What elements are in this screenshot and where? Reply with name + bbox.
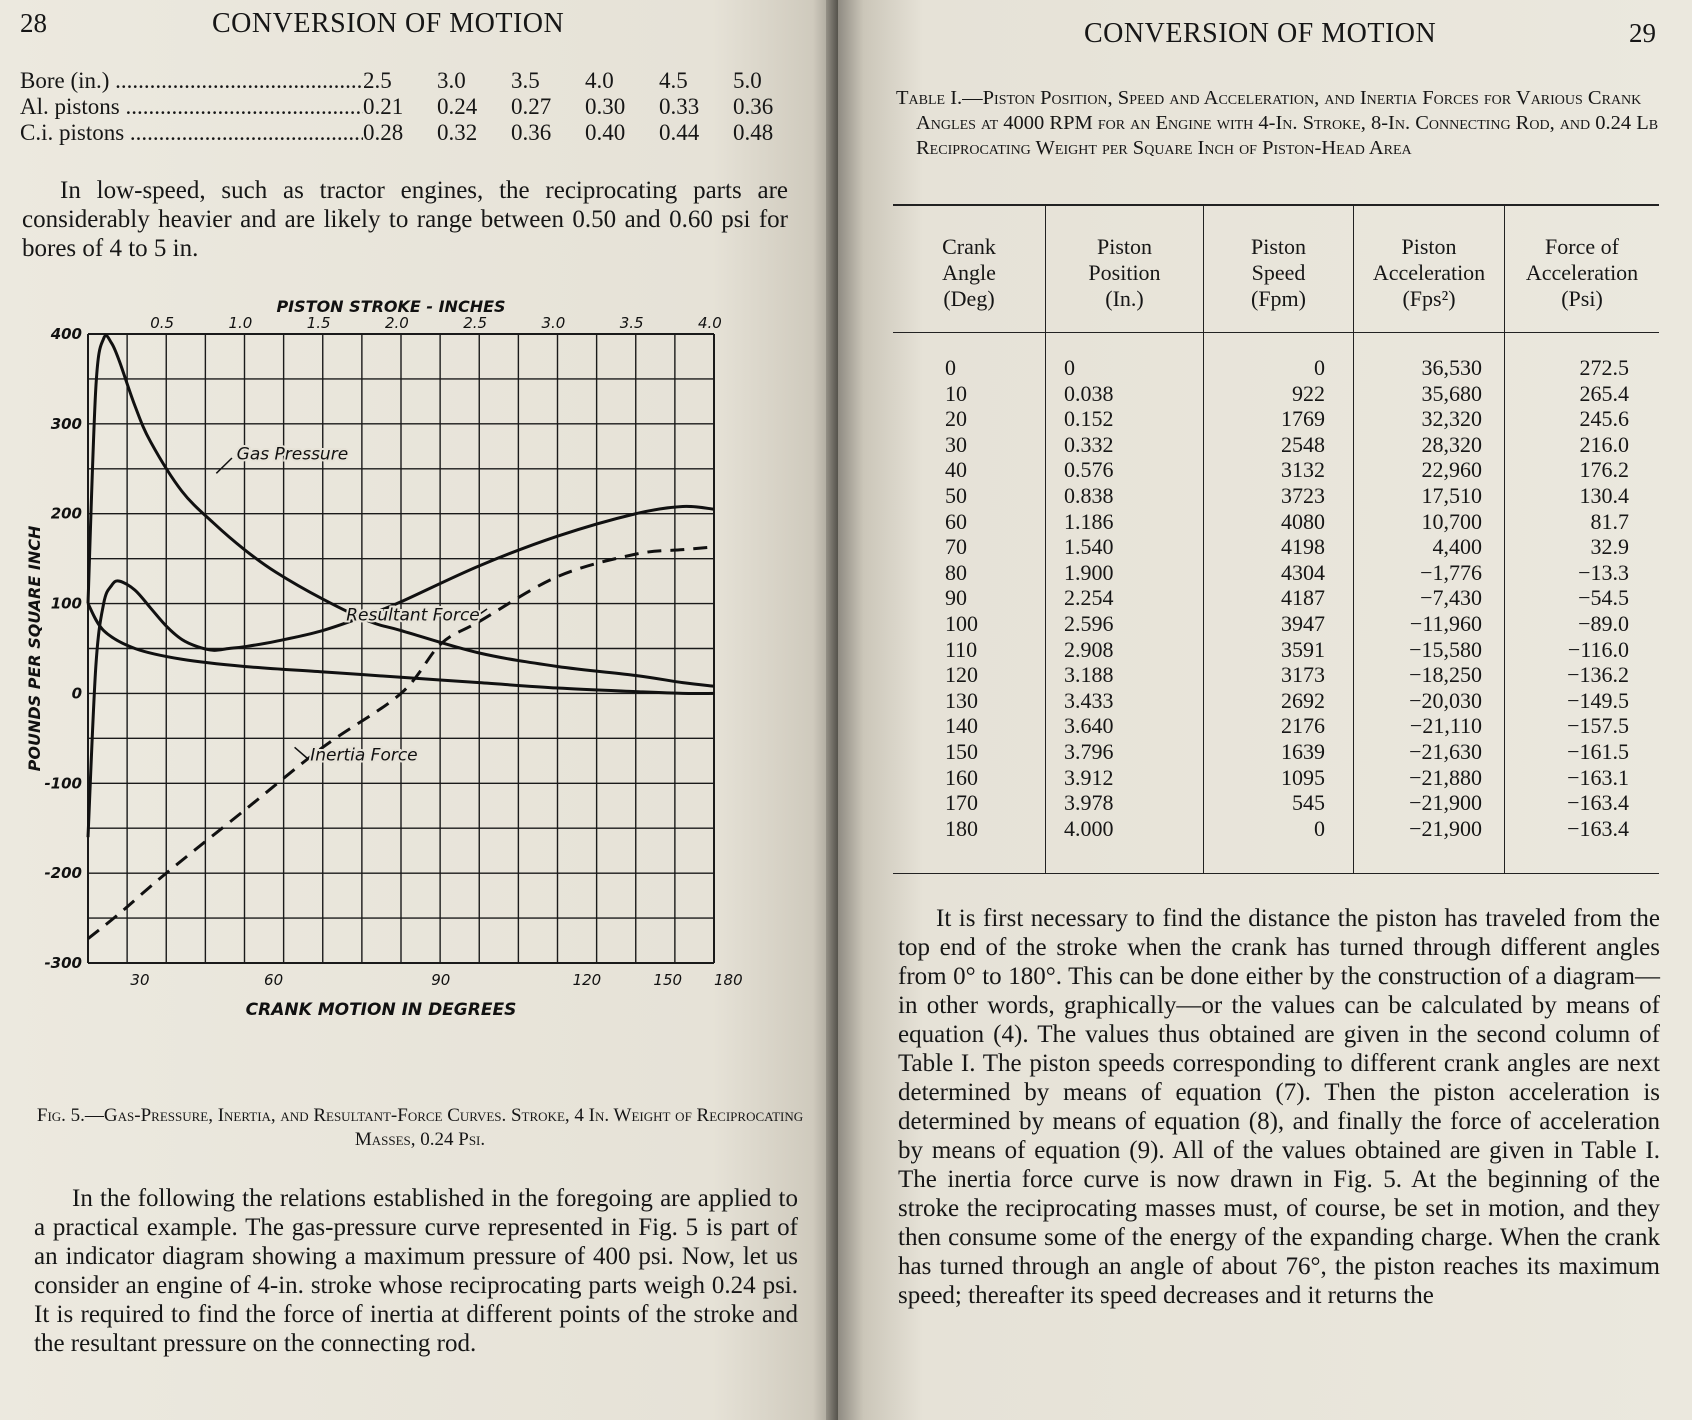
chart-labels [25, 300, 516, 1020]
table-cell: 0.038 [1064, 380, 1114, 406]
table-cell: 176.2 [1579, 457, 1629, 483]
y-tick-label: 300 [50, 414, 82, 433]
table-cell: 265.4 [1579, 380, 1629, 406]
table-cell: 3.640 [1064, 713, 1114, 739]
table-cell: 17,510 [1421, 482, 1482, 508]
figure-caption: Fig. 5.—Gas-Pressure, Inertia, and Resultant-Force Curves. Stroke, 4 In. Weight of Reciprocating Masses, 0.24 Psi. [36, 1105, 804, 1150]
cell: 0.30 [585, 94, 626, 119]
annotation-label: Resultant Force [346, 605, 480, 626]
x-tick-label: 30 [130, 971, 150, 989]
table-cell: 100 [945, 610, 978, 636]
body-paragraph: In the following the relations established in the foregoing are applied to a practical example. The gas-pressure curve represented in Fig. 5 is part of an indicator diagram showing a maximum pressure of 400 psi. Now, let us consider an engine of 4-in. stroke whose reciprocating parts weigh 0.24 psi. It is required to find the force of inertia at different points of the stroke and the resultant pressure on the connecting rod. [34, 1185, 798, 1357]
annotation-label: Inertia Force [310, 745, 418, 766]
cell: 4.5 [659, 68, 688, 93]
table-cell: 3723 [1281, 482, 1325, 508]
table-cell: 4080 [1281, 508, 1325, 534]
chart-grid [88, 334, 714, 963]
table-cell: 170 [945, 790, 978, 816]
top-axis-tick-label: 3.5 [619, 314, 644, 332]
cell: 0.36 [733, 94, 774, 119]
header-crank-angle: Crank Angle (Deg) [942, 234, 996, 311]
table-cell: 216.0 [1579, 431, 1629, 457]
table-cell: −7,430 [1420, 585, 1482, 611]
table-cell: −163.1 [1567, 764, 1629, 790]
table-cell: −21,630 [1409, 738, 1482, 764]
table-cell: 2.254 [1064, 585, 1114, 611]
top-axis-tick-label: 0.5 [150, 314, 175, 332]
top-axis-tick-label: 2.0 [385, 314, 409, 332]
table-cell: 36,530 [1421, 355, 1482, 380]
y-tick-label: -100 [44, 774, 82, 793]
table-cell: 2548 [1281, 431, 1325, 457]
table-cell: 2.596 [1064, 610, 1114, 636]
table-cell: 28,320 [1421, 431, 1482, 457]
table-cell: 1769 [1281, 406, 1325, 432]
top-axis-tick-label: 1.5 [306, 314, 331, 332]
table-cell: 150 [945, 738, 978, 764]
table-cell: 81.7 [1590, 508, 1629, 534]
cell: 0.33 [659, 94, 700, 119]
cell: 4.0 [585, 68, 614, 93]
table-cell: 4198 [1281, 534, 1325, 560]
table-cell: 245.6 [1579, 406, 1629, 432]
table-cell: 922 [1292, 380, 1325, 406]
table-cell: 130 [945, 687, 978, 713]
table-cell: 1.900 [1064, 559, 1114, 585]
table-cell: 1095 [1281, 764, 1325, 790]
table-cell: 80 [945, 559, 967, 585]
table-cell: 1.186 [1064, 508, 1114, 534]
y-tick-label: 100 [50, 594, 82, 613]
table-cell: −116.0 [1567, 636, 1629, 662]
column-piston-acceleration [1353, 333, 1504, 873]
cell: 0.21 [363, 94, 404, 119]
table-cell: 130.4 [1579, 482, 1629, 508]
top-axis-tick-label: 3.0 [541, 314, 566, 332]
table-cell: −54.5 [1578, 585, 1629, 611]
column-crank-angle [893, 333, 1045, 873]
cell: 0.27 [511, 94, 552, 119]
cell: 0.36 [511, 120, 552, 145]
column-force-of-acceleration [1504, 333, 1659, 873]
header-piston-position: Piston Position (In.) [1045, 206, 1203, 332]
table-cell: 0.332 [1064, 431, 1114, 457]
x-tick-label: 60 [264, 971, 284, 989]
table-cell: 10,700 [1421, 508, 1482, 534]
table-cell: 3.912 [1064, 764, 1114, 790]
table-cell: 3.433 [1064, 687, 1114, 713]
table-cell: 32.9 [1590, 534, 1629, 560]
cell: 3.0 [437, 68, 466, 93]
table-cell: −15,580 [1409, 636, 1482, 662]
table-body [893, 333, 1659, 874]
top-axis-tick-label: 2.5 [463, 314, 488, 332]
table-cell: 32,320 [1421, 406, 1482, 432]
x-tick-label: 120 [572, 971, 602, 989]
table-cell: −18,250 [1409, 662, 1482, 688]
table-cell: 0.838 [1064, 482, 1114, 508]
row-label: Bore (in.) ..... [20, 68, 363, 94]
row-label: C.i. pistons ..... [20, 120, 363, 146]
table-cell: 3947 [1281, 610, 1325, 636]
header-force-of-acceleration: Force of Acceleration (Psi) [1504, 206, 1659, 332]
table-cell: 0 [1314, 815, 1325, 841]
figure-5-chart [22, 300, 792, 1100]
header-piston-speed: Piston Speed (Fpm) [1203, 206, 1353, 332]
cell: 0.40 [585, 120, 626, 145]
table-cell: 35,680 [1421, 380, 1482, 406]
bore-row [20, 120, 807, 146]
page-number: 28 [20, 8, 47, 38]
y-tick-label: 400 [50, 325, 82, 343]
body-paragraph: It is first necessary to find the distance the piston has traveled from the top end of the stroke when the crank has turned through different angles from 0° to 180°. This can be done either by the construction of a diagram—in other words, graphically—or the values can be calculated by means of equation (4). The values thus obtained are given in the second column of Table I. The piston speeds corresponding to different crank angles are next determined by means of equation (7). Then the piston acceleration is determined by means of equation (8), and finally the force of acceleration by means of equation (9). All of the values obtained are given in Table I. The inertia force curve is now drawn in Fig. 5. At the beginning of the stroke the reciprocating masses must, of course, be set in motion, and they then consume some of the energy of the expanding charge. When the crank has turned through an angle of about 76°, the piston reaches its maximum speed; thereafter its speed decreases and it returns the [898, 905, 1660, 1309]
bore-row [20, 68, 807, 94]
annotation-leader [295, 747, 308, 758]
chart-title: PISTON STROKE - INCHES [276, 300, 506, 316]
cell: 5.0 [733, 68, 762, 93]
table-cell: 90 [945, 585, 967, 611]
column-piston-position [1045, 333, 1203, 873]
table-cell: −21,900 [1409, 790, 1482, 816]
table-cell: 4.000 [1064, 815, 1114, 841]
body-paragraph: In low-speed, such as tractor engines, the reciprocating parts are considerably heavier and are likely to range between 0.50 and 0.60 psi for bores of 4 to 5 in. [22, 177, 788, 262]
annotation-leader [479, 609, 487, 614]
bore-row [20, 94, 807, 120]
table-cell: 2.908 [1064, 636, 1114, 662]
table-cell: 3173 [1281, 662, 1325, 688]
table-cell: 160 [945, 764, 978, 790]
table-cell: −157.5 [1567, 713, 1629, 739]
table-cell: 120 [945, 662, 978, 688]
table-cell: 0.576 [1064, 457, 1114, 483]
table-cell: 4304 [1281, 559, 1325, 585]
table-cell: 60 [945, 508, 967, 534]
table-cell: 3.796 [1064, 738, 1114, 764]
header-piston-acceleration: Piston Acceleration (Fps²) [1353, 206, 1504, 332]
table-cell: 30 [945, 431, 967, 457]
table-cell: −11,960 [1409, 610, 1482, 636]
table-cell: 140 [945, 713, 978, 739]
table-cell: −163.4 [1567, 815, 1629, 841]
table-cell: 180 [945, 815, 978, 841]
cell: 0.48 [733, 120, 774, 145]
x-tick-label: 90 [431, 971, 451, 989]
running-head: CONVERSION OF MOTION [1084, 18, 1437, 49]
table-cell: 272.5 [1579, 355, 1629, 380]
table-cell: 0 [945, 355, 956, 380]
page-number: 29 [1629, 18, 1656, 48]
table-cell: −149.5 [1567, 687, 1629, 713]
table-cell: 10 [945, 380, 967, 406]
table-cell: 3.188 [1064, 662, 1114, 688]
bore-table [20, 68, 807, 146]
table-cell: 2692 [1281, 687, 1325, 713]
table-cell: 70 [945, 534, 967, 560]
top-axis-tick-label: 1.0 [228, 314, 253, 332]
table-cell: 3591 [1281, 636, 1325, 662]
table-cell: 3.978 [1064, 790, 1114, 816]
y-axis-label: POUNDS PER SQUARE INCH [25, 525, 44, 772]
cell: 2.5 [363, 68, 392, 93]
y-tick-label: 0 [71, 684, 82, 703]
cell: 0.28 [363, 120, 404, 145]
table-cell: 545 [1292, 790, 1325, 816]
table-1 [893, 204, 1659, 874]
table-cell: 22,960 [1421, 457, 1482, 483]
table-header [893, 206, 1659, 333]
x-tick-label: 150 [653, 971, 683, 989]
table-cell: 0 [1314, 355, 1325, 380]
table-cell: 0.152 [1064, 406, 1114, 432]
cell: 0.24 [437, 94, 478, 119]
column-piston-speed [1203, 333, 1353, 873]
table-cell: −21,110 [1409, 713, 1482, 739]
table-cell: −163.4 [1567, 790, 1629, 816]
table-cell: 50 [945, 482, 967, 508]
table-cell: −13.3 [1578, 559, 1629, 585]
table-cell: 3132 [1281, 457, 1325, 483]
cell: 3.5 [511, 68, 540, 93]
annotation-leader [216, 458, 232, 473]
table-cell: −1,776 [1420, 559, 1482, 585]
x-axis-label: CRANK MOTION IN DEGREES [245, 1000, 517, 1020]
annotation-label: Gas Pressure [236, 444, 349, 465]
table-cell: 0 [1064, 355, 1075, 380]
table-cell: 110 [945, 636, 978, 662]
cell: 0.44 [659, 120, 700, 145]
y-tick-label: -200 [44, 864, 82, 883]
left-page [0, 0, 838, 1420]
row-label: Al. pistons ..... [20, 94, 363, 120]
table-cell: 40 [945, 457, 967, 483]
table-cell: 1639 [1281, 738, 1325, 764]
table-cell: −89.0 [1578, 610, 1629, 636]
table-cell: 2176 [1281, 713, 1325, 739]
x-tick-label: 180 [714, 971, 743, 989]
table-cell: −21,880 [1409, 764, 1482, 790]
running-head: CONVERSION OF MOTION [212, 8, 565, 39]
table-cell: 20 [945, 406, 967, 432]
table-cell: 1.540 [1064, 534, 1114, 560]
table-caption: Table I.—Piston Position, Speed and Acceleration, and Inertia Forces for Various Crank Angles at 4000 RPM for an Engine with 4-In. Stroke, 8-In. Connecting Rod, and 0.24 Lb Reciprocating Weight per Square Inch of Piston-Head Area [896, 87, 1659, 159]
table-cell: 4,400 [1432, 534, 1482, 560]
table-cell: −21,900 [1409, 815, 1482, 841]
table-cell: −161.5 [1567, 738, 1629, 764]
y-tick-label: 200 [50, 504, 82, 523]
table-cell: 4187 [1281, 585, 1325, 611]
table-cell: −20,030 [1409, 687, 1482, 713]
y-tick-label: -300 [44, 954, 82, 972]
table-cell: −136.2 [1567, 662, 1629, 688]
cell: 0.32 [437, 120, 478, 145]
top-axis-tick-label: 4.0 [698, 314, 722, 332]
